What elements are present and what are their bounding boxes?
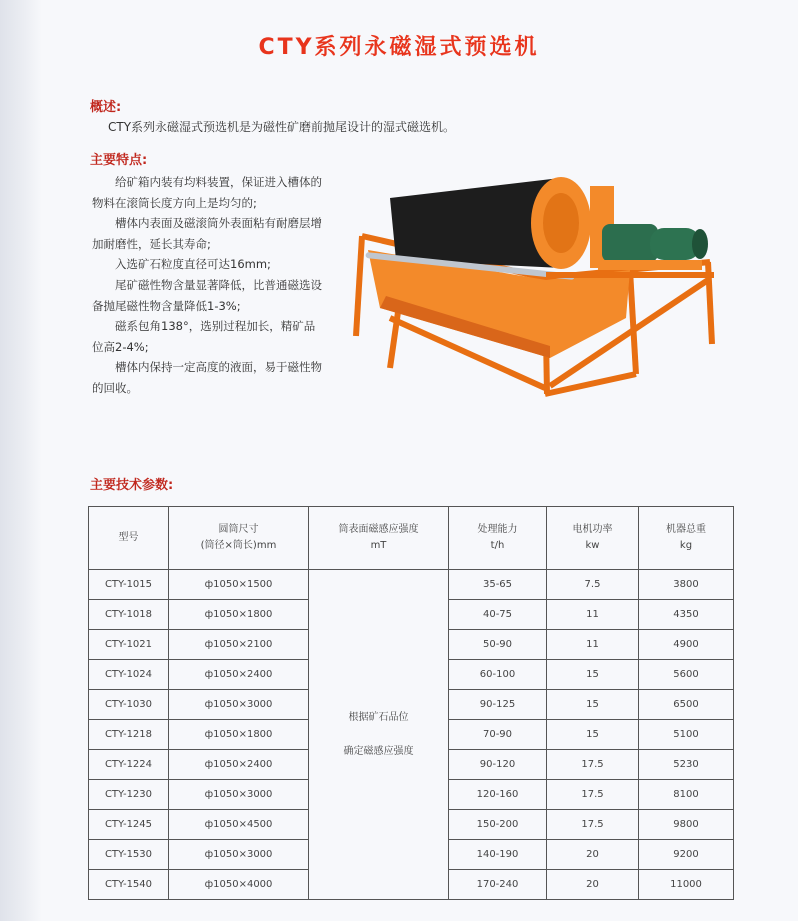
cell-size: ф1050×2400	[169, 750, 309, 780]
cell-capacity: 120-160	[449, 780, 547, 810]
specs-heading: 主要技术参数:	[90, 478, 174, 493]
cell-capacity: 90-120	[449, 750, 547, 780]
motor-end	[692, 229, 708, 259]
cell-size: ф1050×3000	[169, 840, 309, 870]
platform-rail	[546, 272, 714, 278]
cell-model: CTY-1230	[89, 780, 169, 810]
cell-power: 11	[547, 600, 639, 630]
feature-item: 给矿箱内装有均料装置，保证进入槽体的物料在滚筒长度方向上是均匀的;	[92, 175, 322, 210]
feature-item: 磁系包角138°，选别过程加长，精矿品位高2-4%;	[92, 319, 316, 354]
overview-heading: 概述:	[90, 100, 122, 115]
cell-model: CTY-1218	[89, 720, 169, 750]
cell-weight: 9800	[639, 810, 734, 840]
cell-power: 20	[547, 840, 639, 870]
cell-model: CTY-1030	[89, 690, 169, 720]
cell-power: 11	[547, 630, 639, 660]
feature-item: 槽体内表面及磁滚筒外表面粘有耐磨层增加耐磨性，延长其寿命;	[92, 216, 322, 251]
cell-capacity: 90-125	[449, 690, 547, 720]
features-heading: 主要特点:	[90, 153, 148, 168]
specs-table	[88, 506, 734, 900]
cell-model: CTY-1245	[89, 810, 169, 840]
cell-weight: 3800	[639, 570, 734, 600]
header-motor-power: 电机功率 kw	[547, 507, 639, 570]
cell-power: 17.5	[547, 810, 639, 840]
cell-size: ф1050×1800	[169, 600, 309, 630]
cell-weight: 4350	[639, 600, 734, 630]
header-weight: 机器总重 kg	[639, 507, 734, 570]
cell-capacity: 50-90	[449, 630, 547, 660]
cell-model: CTY-1018	[89, 600, 169, 630]
cell-weight: 5600	[639, 660, 734, 690]
cell-weight: 5230	[639, 750, 734, 780]
cell-model: CTY-1015	[89, 570, 169, 600]
cell-size: ф1050×1500	[169, 570, 309, 600]
cell-weight: 9200	[639, 840, 734, 870]
cell-model: CTY-1530	[89, 840, 169, 870]
page-title: CTY系列永磁湿式预选机	[258, 35, 540, 60]
cell-capacity: 70-90	[449, 720, 547, 750]
cell-capacity: 150-200	[449, 810, 547, 840]
cell-model: CTY-1540	[89, 870, 169, 900]
cell-power: 7.5	[547, 570, 639, 600]
header-drum-size: 圆筒尺寸 (筒径×筒长)mm	[169, 507, 309, 570]
cell-weight: 11000	[639, 870, 734, 900]
feature-item: 槽体内保持一定高度的液面，易于磁性物的回收。	[92, 360, 322, 395]
cell-weight: 8100	[639, 780, 734, 810]
cell-model: CTY-1224	[89, 750, 169, 780]
cell-capacity: 140-190	[449, 840, 547, 870]
cell-size: ф1050×1800	[169, 720, 309, 750]
specs-table-wrapper	[88, 506, 733, 896]
cell-magnetic-note: 根据矿石品位 确定磁感应强度	[309, 570, 449, 900]
header-model: 型号	[89, 507, 169, 570]
reducer-gearbox	[602, 224, 658, 262]
cell-power: 15	[547, 690, 639, 720]
cell-size: ф1050×2100	[169, 630, 309, 660]
table-header-row	[89, 507, 734, 570]
features-list	[92, 172, 322, 399]
cell-power: 17.5	[547, 750, 639, 780]
magnetic-separator-machine-image	[350, 168, 720, 400]
cell-size: ф1050×3000	[169, 780, 309, 810]
cell-capacity: 170-240	[449, 870, 547, 900]
feature-item: 入选矿石粒度直径可达16mm;	[115, 257, 271, 272]
cell-capacity: 35-65	[449, 570, 547, 600]
cell-size: ф1050×4000	[169, 870, 309, 900]
cell-model: CTY-1021	[89, 630, 169, 660]
cell-power: 15	[547, 660, 639, 690]
cell-power: 20	[547, 870, 639, 900]
table-row	[89, 570, 734, 600]
cell-power: 15	[547, 720, 639, 750]
feature-item: 尾矿磁性物含量显著降低，比普通磁选设备抛尾磁性物含量降低1-3%;	[92, 277, 322, 313]
drum-hub	[543, 193, 579, 253]
header-magnetic-induction: 筒表面磁感应强度 mT	[309, 507, 449, 570]
cell-weight: 5100	[639, 720, 734, 750]
cell-power: 17.5	[547, 780, 639, 810]
cell-model: CTY-1024	[89, 660, 169, 690]
header-capacity: 处理能力 t/h	[449, 507, 547, 570]
motor-base	[598, 260, 702, 270]
cell-weight: 4900	[639, 630, 734, 660]
cell-weight: 6500	[639, 690, 734, 720]
cell-size: ф1050×4500	[169, 810, 309, 840]
overview-text: CTY系列永磁湿式预选机是为磁性矿磨前抛尾设计的湿式磁选机。	[108, 120, 456, 134]
cell-size: ф1050×3000	[169, 690, 309, 720]
cell-size: ф1050×2400	[169, 660, 309, 690]
cell-capacity: 60-100	[449, 660, 547, 690]
cell-capacity: 40-75	[449, 600, 547, 630]
page-binding-shadow	[0, 0, 42, 921]
